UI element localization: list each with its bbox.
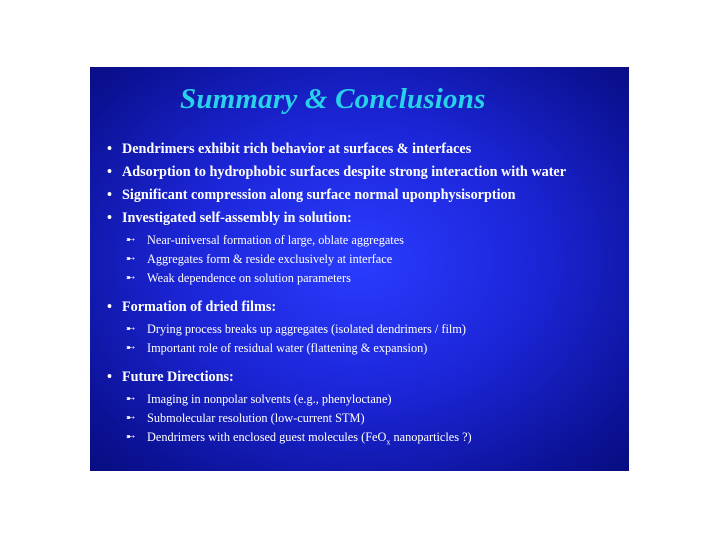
bullet-item xyxy=(107,369,623,392)
sub-text: Submolecular resolution (low-current STM) xyxy=(147,411,365,425)
sub-item xyxy=(107,341,623,360)
slide xyxy=(90,67,629,471)
bullet-icon: • xyxy=(107,299,112,315)
bullet-text: Dendrimers exhibit rich behavior at surfaces & interfaces xyxy=(122,141,472,157)
sub-item xyxy=(107,392,623,411)
sub-item xyxy=(107,252,623,271)
sub-text-prefix: Dendrimers with enclosed guest molecules (FeO xyxy=(147,430,387,444)
sub-text: Important role of residual water (flattening & expansion) xyxy=(147,341,428,355)
slide-content xyxy=(107,141,623,449)
bullet-icon: • xyxy=(107,187,112,203)
sub-item xyxy=(107,271,623,290)
bullet-icon: • xyxy=(107,369,112,385)
bullet-item xyxy=(107,210,623,233)
sub-text: Drying process breaks up aggregates (isolated dendrimers / film) xyxy=(147,322,466,336)
bullet-item xyxy=(107,141,623,164)
sub-text: Near-universal formation of large, oblate aggregates xyxy=(147,233,404,247)
bullet-item xyxy=(107,164,623,187)
bullet-text: Investigated self-assembly in solution: xyxy=(122,210,352,226)
arrow-icon: ➸ xyxy=(126,342,136,354)
sub-item xyxy=(107,233,623,252)
arrow-icon: ➸ xyxy=(126,431,136,443)
bullet-icon: • xyxy=(107,210,112,226)
sub-item xyxy=(107,411,623,430)
sub-text: Aggregates form & reside exclusively at interface xyxy=(147,252,393,266)
arrow-icon: ➸ xyxy=(126,234,136,246)
bullet-item xyxy=(107,299,623,322)
bullet-text: Future Directions: xyxy=(122,369,234,385)
sub-item xyxy=(107,430,623,449)
bullet-item xyxy=(107,187,623,210)
arrow-icon: ➸ xyxy=(126,412,136,424)
sub-text: Imaging in nonpolar solvents (e.g., phenyloctane) xyxy=(147,392,392,406)
spacer xyxy=(107,290,623,299)
bullet-icon: • xyxy=(107,164,112,180)
sub-text: Weak dependence on solution parameters xyxy=(147,271,351,285)
slide-title: Summary & Conclusions xyxy=(180,83,486,115)
bullet-icon: • xyxy=(107,141,112,157)
sub-text-suffix: nanoparticles ?) xyxy=(390,430,472,444)
arrow-icon: ➸ xyxy=(126,253,136,265)
arrow-icon: ➸ xyxy=(126,272,136,284)
bullet-text: Adsorption to hydrophobic surfaces despite strong interaction with water xyxy=(122,164,567,180)
spacer xyxy=(107,360,623,369)
arrow-icon: ➸ xyxy=(126,393,136,405)
sub-text-subscript: x xyxy=(386,437,391,447)
bullet-text: Significant compression along surface normal uponphysisorption xyxy=(122,187,516,203)
bullet-text: Formation of dried films: xyxy=(122,299,277,315)
sub-item xyxy=(107,322,623,341)
arrow-icon: ➸ xyxy=(126,323,136,335)
